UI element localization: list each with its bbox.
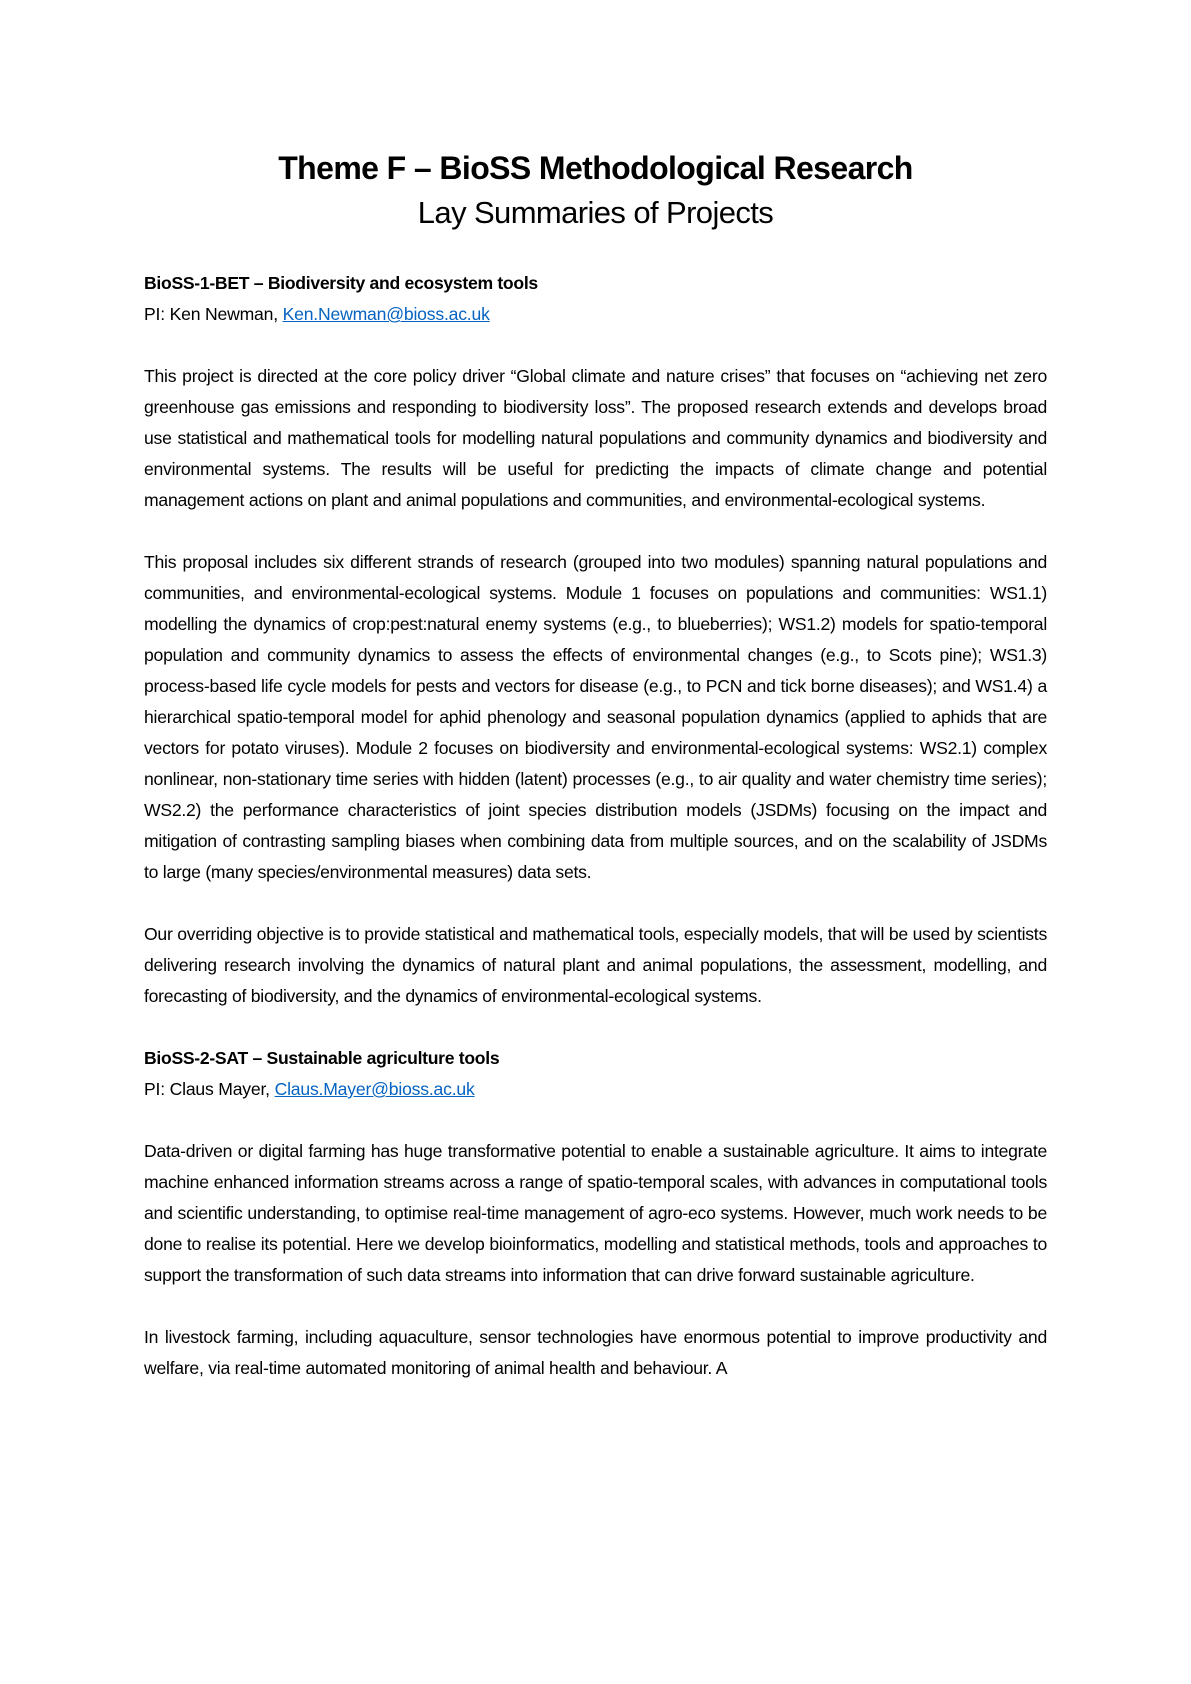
project-pi-line (144, 1074, 1047, 1105)
document-subtitle: Lay Summaries of Projects (417, 195, 774, 230)
project-pi-line (144, 299, 1047, 330)
project-heading: BioSS-1-BET – Biodiversity and ecosystem tools (144, 273, 538, 293)
paragraph: Data-driven or digital farming has huge transformative potential to enable a sustainable agriculture. It aims to integrate machine enhanced information streams across a range of spatio-temporal scales, with advances in computational tools and scientific understanding, to optimise real-time management of agro-eco systems. However, much work needs to be done to realise its potential. Here we develop bioinformatics, modelling and statistical methods, tools and approaches to support the transformation of such data streams into information that can drive forward sustainable agriculture. (144, 1141, 1047, 1285)
document-title: Theme F – BioSS Methodological Research (278, 150, 913, 186)
pi-label: PI: Ken Newman, (144, 304, 283, 324)
title-block (144, 146, 1047, 236)
pi-label: PI: Claus Mayer, (144, 1079, 275, 1099)
paragraph: In livestock farming, including aquaculture, sensor technologies have enormous potential to improve productivity and welfare, via real-time automated monitoring of animal health and behaviour. A (144, 1327, 1047, 1378)
paragraph: This project is directed at the core policy driver “Global climate and nature crises” that focuses on “achieving net zero greenhouse gas emissions and responding to biodiversity loss”. The proposed research extends and develops broad use statistical and mathematical tools for modelling natural populations and community dynamics and biodiversity and environmental systems. The results will be useful for predicting the impacts of climate change and potential management actions on plant and animal populations and communities, and environmental-ecological systems. (144, 366, 1047, 510)
section-spacer (144, 1012, 1047, 1043)
project-section-bioss-1-bet (144, 268, 1047, 1012)
document-content (144, 268, 1047, 1384)
paragraph: Our overriding objective is to provide statistical and mathematical tools, especially models, that will be used by scientists delivering research involving the dynamics of natural plant and animal populations, the assessment, modelling, and forecasting of biodiversity, and the dynamics of environmental-ecological systems. (144, 924, 1047, 1006)
pi-email-link[interactable]: Ken.Newman@bioss.ac.uk (282, 304, 490, 324)
project-section-bioss-2-sat (144, 1043, 1047, 1384)
project-heading: BioSS-2-SAT – Sustainable agriculture tools (144, 1048, 500, 1068)
pi-email-link[interactable]: Claus.Mayer@bioss.ac.uk (274, 1079, 475, 1099)
paragraph: This proposal includes six different strands of research (grouped into two modules) spanning natural populations and communities, and environmental-ecological systems. Module 1 focuses on populations and communities: WS1.1) modelling the dynamics of crop:pest:natural enemy systems (e.g., to blueberries); WS1.2) models for spatio-temporal population and community dynamics to assess the effects of environmental changes (e.g., to Scots pine); WS1.3) process-based life cycle models for pests and vectors for disease (e.g., to PCN and tick borne diseases); and WS1.4) a hierarchical spatio-temporal model for aphid phenology and seasonal population dynamics (applied to aphids that are vectors for potato viruses). Module 2 focuses on biodiversity and environmental-ecological systems: WS2.1) complex nonlinear, non-stationary time series with hidden (latent) processes (e.g., to air quality and water chemistry time series); WS2.2) the performance characteristics of joint species distribution models (JSDMs) focusing on the impact and mitigation of contrasting sampling biases when combining data from multiple sources, and on the scalability of JSDMs to large (many species/environmental measures) data sets. (144, 552, 1047, 882)
